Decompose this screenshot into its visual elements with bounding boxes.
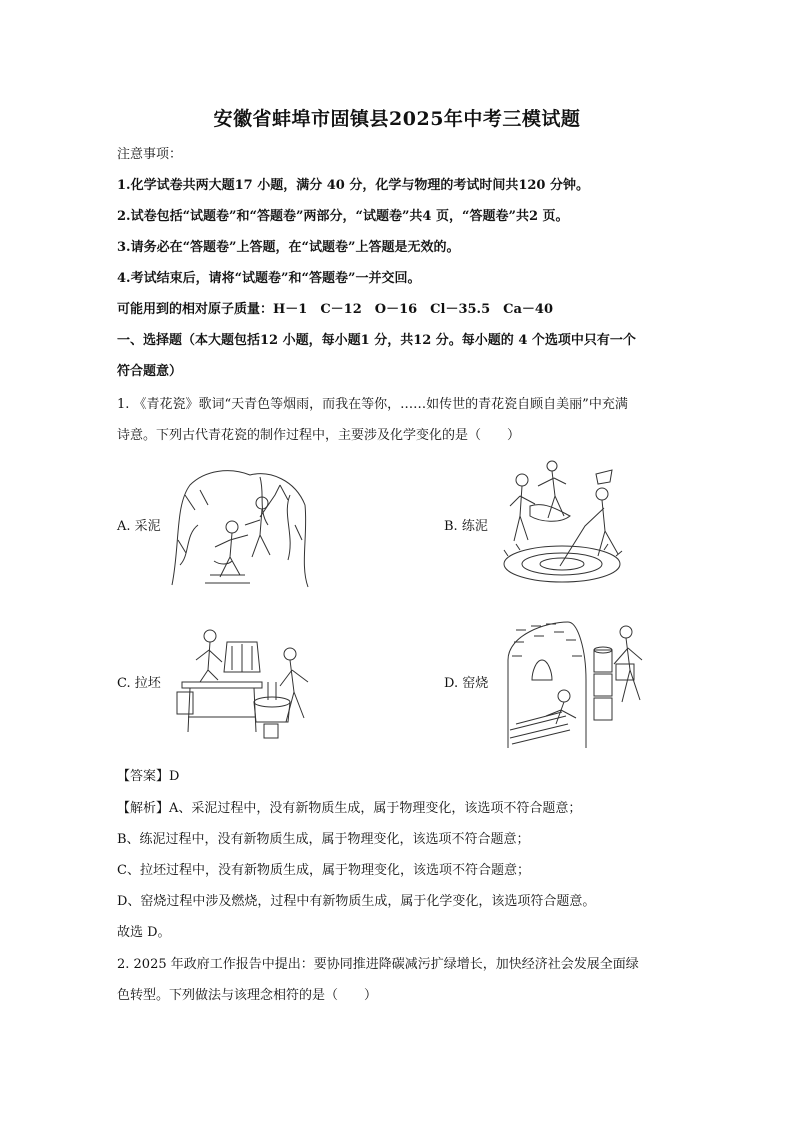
q1-analysis-line1: 【解析】A、采泥过程中，没有新物质生成，属于物理变化，该选项不符合题意；: [117, 801, 582, 816]
notice-item-1: 1.化学试卷共两大题17 小题，满分 40 分，化学与物理的考试时间共120 分钟。: [117, 178, 589, 193]
q2-stem-line2: 色转型。下列做法与该理念相符的是（ ）: [117, 988, 378, 1003]
notice-item-3: 3.请务必在“答题卷”上答题，在“试题卷”上答题是无效的。: [117, 240, 460, 255]
q1-stem-line2: 诗意。下列古代青花瓷的制作过程中，主要涉及化学变化的是（ ）: [117, 428, 521, 443]
option-a-label: A. 采泥: [117, 519, 161, 534]
q1-answer: 【答案】D: [117, 769, 180, 784]
option-a-illustration: [170, 465, 310, 590]
section-heading-line1: 一、选择题（本大题包括12 小题，每小题1 分，共12 分。每小题的 4 个选项中只有一个: [117, 333, 636, 348]
q1-analysis-conclusion: 故选 D。: [117, 925, 171, 940]
option-b-label: B. 练泥: [444, 519, 488, 534]
option-d-illustration: [506, 620, 646, 750]
notice-item-4: 4.考试结束后，请将“试题卷”和“答题卷”一并交回。: [117, 271, 421, 286]
page-title: 安徽省蚌埠市固镇县2025年中考三模试题: [213, 108, 581, 130]
q1-analysis-line2: B、练泥过程中，没有新物质生成，属于物理变化，该选项不符合题意；: [117, 832, 530, 847]
option-c-illustration: [172, 622, 317, 747]
q2-stem-line1: 2. 2025 年政府工作报告中提出：要协同推进降碳减污扩绿增长，加快经济社会发展全面绿: [117, 957, 639, 972]
q1-stem-line1: 1. 《青花瓷》歌词“天青色等烟雨，而我在等你，……如传世的青花瓷自顾自美丽”中充满: [117, 397, 628, 412]
notice-item-2: 2.试卷包括“试题卷”和“答题卷”两部分，“试题卷”共4 页，“答题卷”共2 页。: [117, 209, 569, 224]
option-d-label: D. 窑烧: [444, 676, 489, 691]
q1-analysis-line3: C、拉坯过程中，没有新物质生成，属于物理变化，该选项不符合题意；: [117, 863, 530, 878]
notice-heading: 注意事项：: [117, 147, 183, 162]
q1-analysis-line4: D、窑烧过程中涉及燃烧，过程中有新物质生成，属于化学变化，该选项符合题意。: [117, 894, 596, 909]
option-b-illustration: [500, 456, 635, 586]
section-heading-line2: 符合题意）: [117, 364, 183, 379]
option-c-label: C. 拉坯: [117, 676, 161, 691]
atomic-mass-line: 可能用到的相对原子质量：H－1 C－12 O－16 Cl－35.5 Ca－40: [117, 302, 553, 317]
